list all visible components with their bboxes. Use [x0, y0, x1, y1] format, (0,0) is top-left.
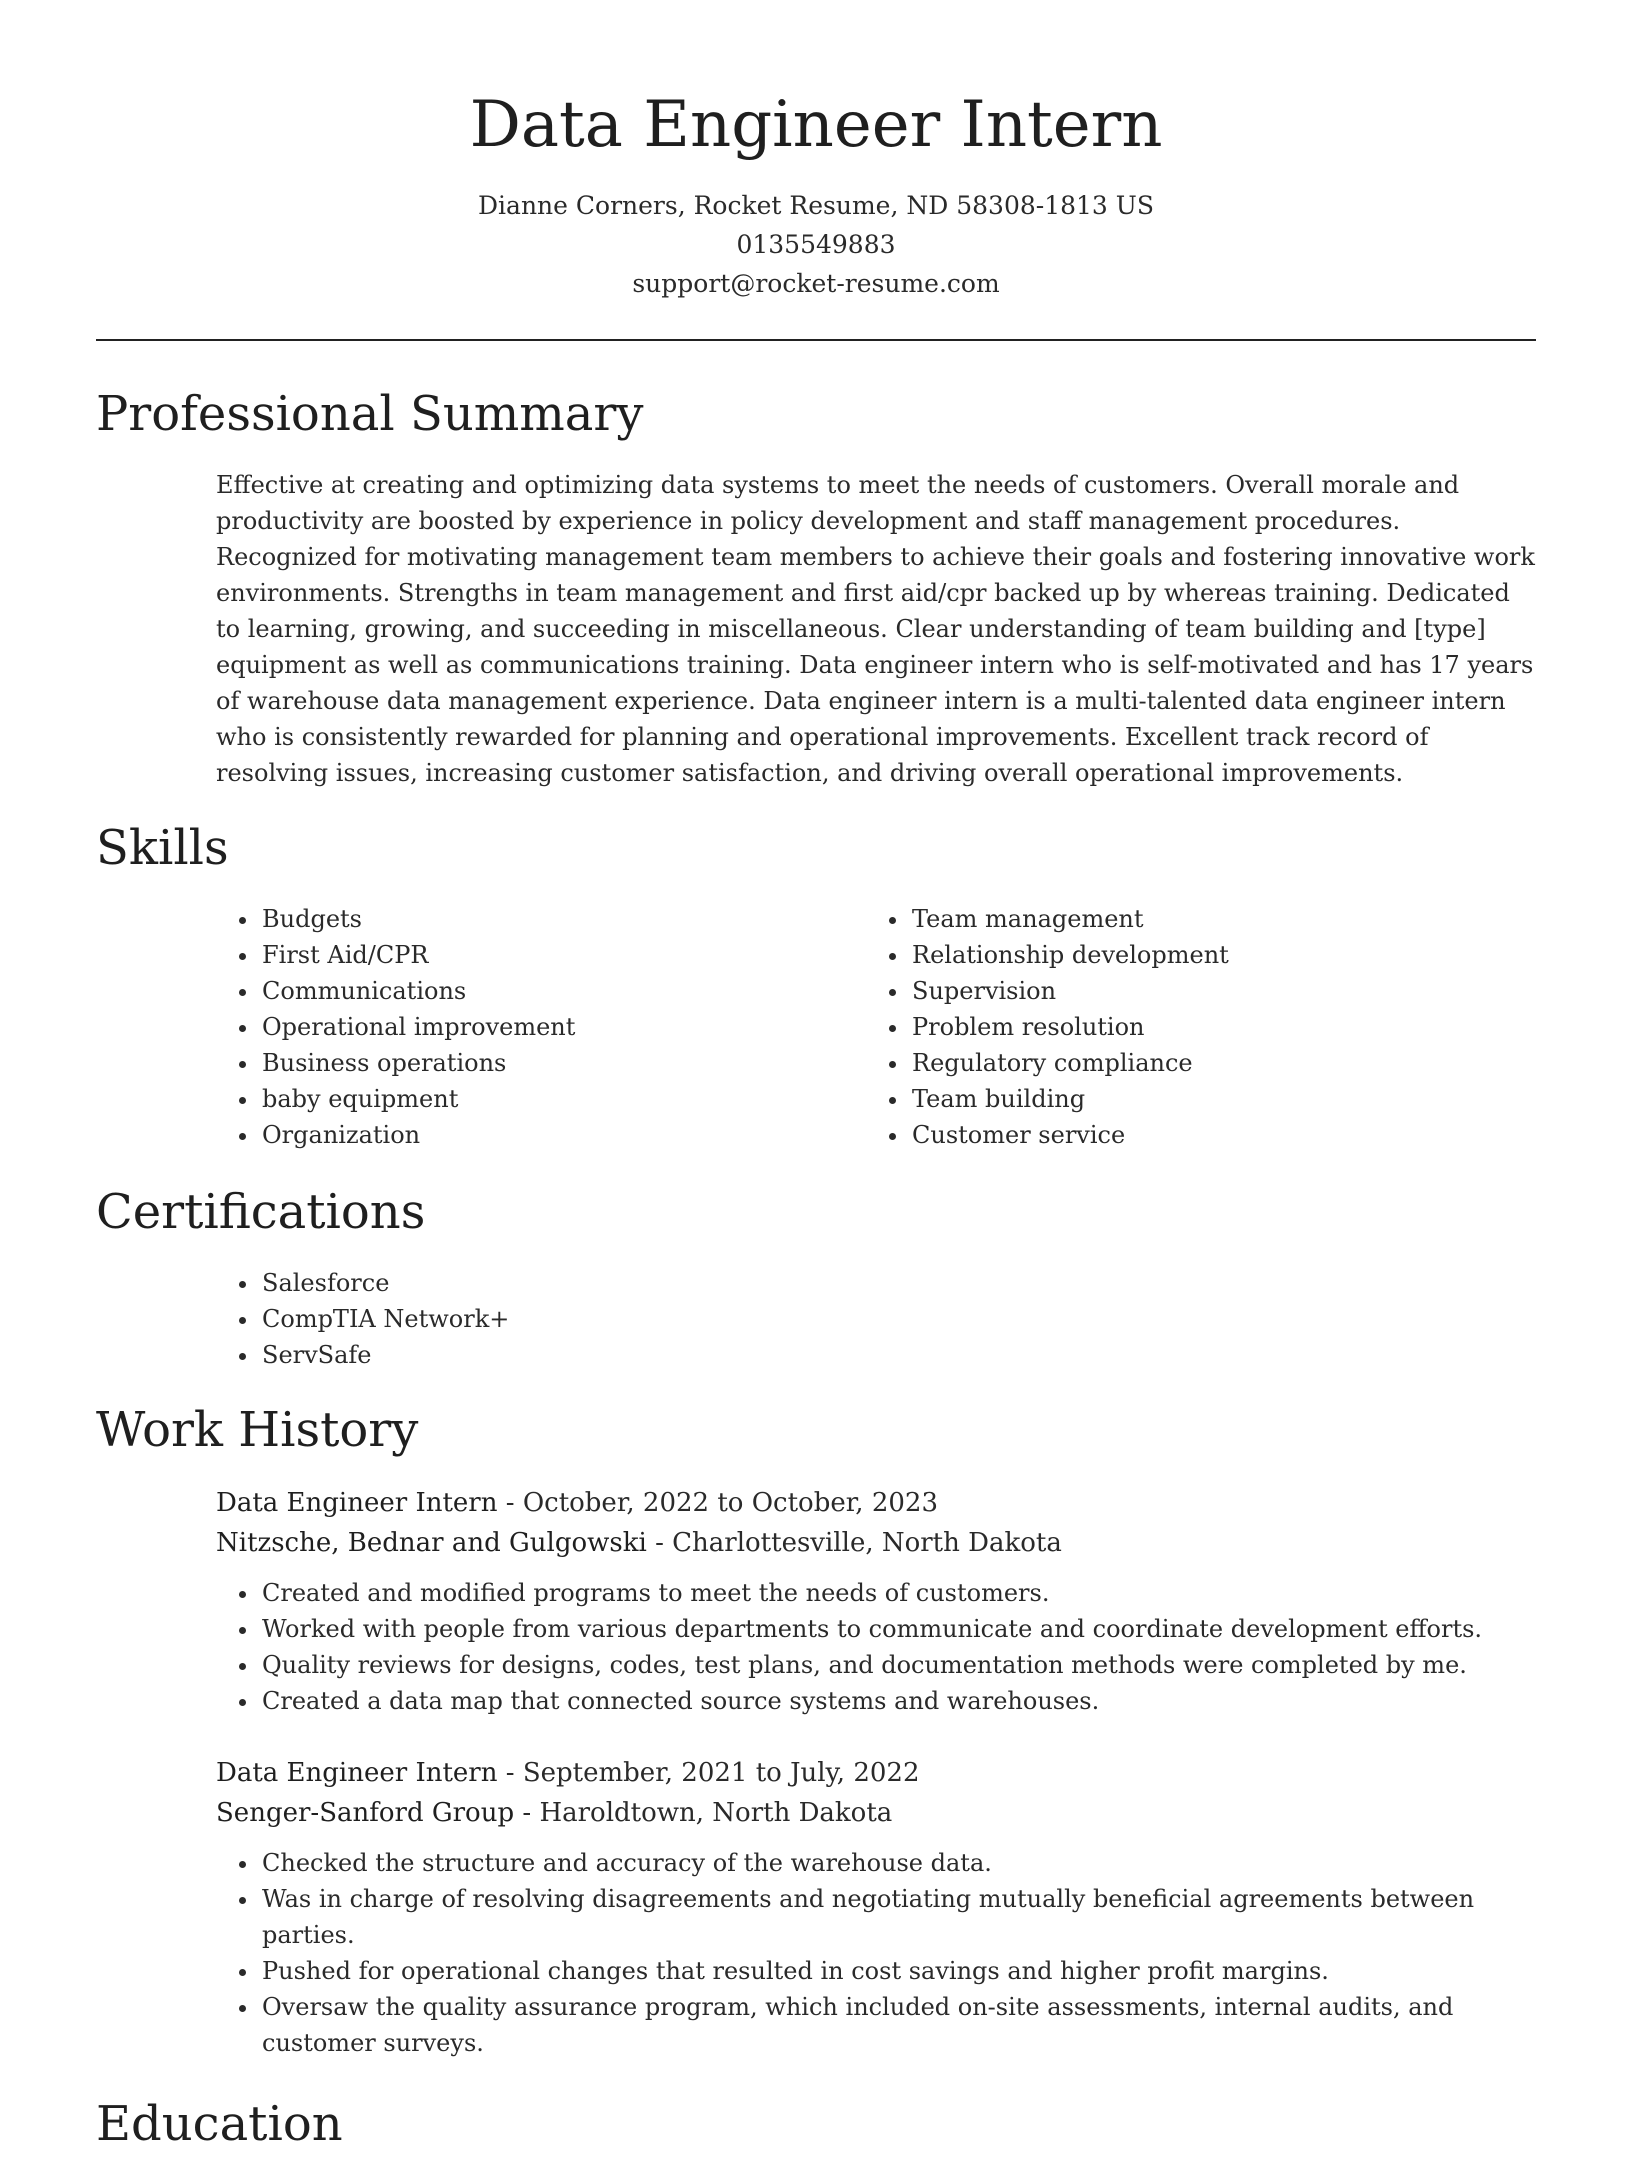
job-company-line — [216, 1523, 1536, 1563]
resume-name: Data Engineer Intern — [469, 88, 1163, 162]
header-divider — [96, 339, 1536, 341]
certifications-list — [216, 1265, 1536, 1373]
job-bullets-wrap — [216, 1845, 1536, 2061]
skill-item: • Communications — [260, 973, 866, 1009]
job-bullets-wrap — [216, 1575, 1536, 1719]
job-location: Haroldtown, North Dakota — [539, 1798, 893, 1828]
skill-item: • Business operations — [260, 1045, 866, 1081]
job-entry — [216, 1483, 1536, 1719]
contact-email: support@rocket-resume.com — [632, 269, 1000, 298]
job-company: Senger-Sanford Group — [216, 1798, 515, 1828]
resume-page — [96, 0, 1536, 2159]
job-title: Data Engineer Intern — [216, 1758, 498, 1788]
job-bullet: • Was in charge of resolving disagreements and negotiating mutually beneficial agreements between parties. — [260, 1881, 1536, 1953]
summary-heading: Professional Summary — [96, 386, 644, 442]
skill-item: • Regulatory compliance — [910, 1045, 1516, 1081]
job-bullet: • Checked the structure and accuracy of the warehouse data. — [260, 1845, 1536, 1881]
education-heading: Education — [96, 2096, 343, 2152]
skill-item: • First Aid/CPR — [260, 937, 866, 973]
resume-header — [96, 0, 1536, 303]
skill-item: • Team building — [910, 1081, 1516, 1117]
job-location: Charlottesville, North Dakota — [672, 1528, 1062, 1558]
certification-item: • Salesforce — [260, 1265, 1536, 1301]
summary-section — [96, 379, 1536, 791]
separator: - — [514, 1798, 540, 1828]
skill-item: • Team management — [910, 901, 1516, 937]
skills-heading: Skills — [96, 820, 229, 876]
separator: - — [497, 1758, 523, 1788]
skill-item: • Problem resolution — [910, 1009, 1516, 1045]
job-title-line — [216, 1753, 1536, 1793]
job-bullets — [216, 1845, 1536, 2061]
job-title-line — [216, 1483, 1536, 1523]
job-entry — [216, 1753, 1536, 2061]
education-section — [96, 2089, 1536, 2159]
job-company-line — [216, 1793, 1536, 1833]
certifications-section — [96, 1177, 1536, 1373]
skills-list-right — [866, 901, 1516, 1153]
skill-item: • Budgets — [260, 901, 866, 937]
skill-item: • Relationship development — [910, 937, 1516, 973]
job-dates: October, 2022 to October, 2023 — [522, 1488, 938, 1518]
certification-item: • CompTIA Network+ — [260, 1301, 1536, 1337]
separator: - — [646, 1528, 673, 1558]
skills-column-right — [866, 901, 1516, 1153]
skills-list-left — [216, 901, 866, 1153]
job-bullet: • Worked with people from various departments to communicate and coordinate development efforts. — [260, 1611, 1536, 1647]
certifications-heading: Certifications — [96, 1184, 426, 1240]
job-bullet: • Created and modified programs to meet the needs of customers. — [260, 1575, 1536, 1611]
skill-item: • Organization — [260, 1117, 866, 1153]
job-bullet: • Created a data map that connected source systems and warehouses. — [260, 1683, 1536, 1719]
separator: - — [497, 1488, 523, 1518]
contact-block — [96, 186, 1536, 303]
skills-grid — [216, 901, 1536, 1153]
job-company: Nitzsche, Bednar and Gulgowski — [216, 1528, 647, 1558]
work-history-heading: Work History — [96, 1402, 419, 1458]
job-bullet: • Pushed for operational changes that resulted in cost savings and higher profit margins. — [260, 1953, 1536, 1989]
skill-item: • baby equipment — [260, 1081, 866, 1117]
skill-item: • Operational improvement — [260, 1009, 866, 1045]
contact-address: Dianne Corners, Rocket Resume, ND 58308-1813 US — [478, 191, 1154, 220]
job-bullet: • Quality reviews for designs, codes, test plans, and documentation methods were completed by me. — [260, 1647, 1536, 1683]
skill-item: • Customer service — [910, 1117, 1516, 1153]
job-title: Data Engineer Intern — [216, 1488, 498, 1518]
certification-item: • ServSafe — [260, 1337, 1536, 1373]
job-bullet: • Oversaw the quality assurance program, which included on-site assessments, internal audits, and customer surveys. — [260, 1989, 1536, 2061]
skills-column-left — [216, 901, 866, 1153]
skills-section — [96, 813, 1536, 1153]
skill-item: • Supervision — [910, 973, 1516, 1009]
contact-phone: 0135549883 — [736, 230, 896, 259]
work-history-section — [96, 1395, 1536, 2061]
summary-text: Effective at creating and optimizing data systems to meet the needs of customers. Overall morale and productivity are boosted by experience in policy development and staff management procedures. Recognized for motivating management team members to achieve their goals and fostering innovative work environments. Strengths in team management and first aid/cpr backed up by whereas training. Dedicated to learning, growing, and succeeding in miscellaneous. Clear understanding of team building and [type] equipment as well as communications training. Data engineer intern who is self-motivated and has 17 years of warehouse data management experience. Data engineer intern is a multi-talented data engineer intern who is consistently rewarded for planning and operational improvements. Excellent track record of resolving issues, increasing customer satisfaction, and driving overall operational improvements. — [216, 471, 1535, 787]
job-bullets — [216, 1575, 1536, 1719]
job-dates: September, 2021 to July, 2022 — [522, 1758, 920, 1788]
certifications-list-wrap — [216, 1265, 1536, 1373]
